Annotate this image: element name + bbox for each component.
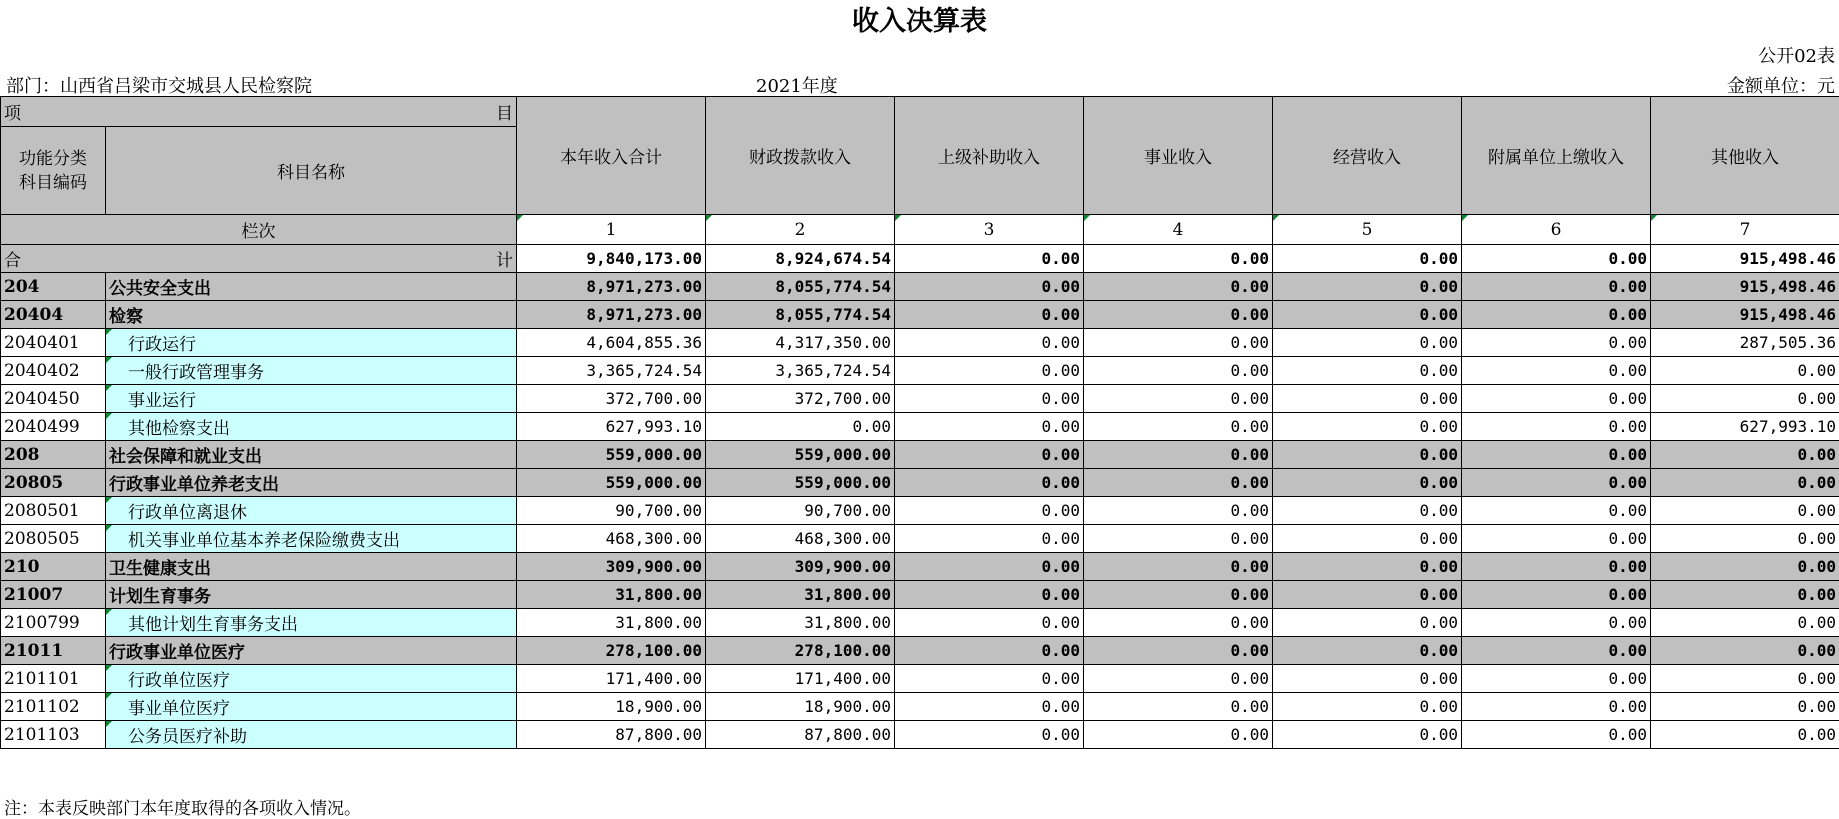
- amount-cell: 0.00: [1651, 497, 1839, 525]
- amount-cell: 31,800.00: [517, 581, 706, 609]
- header-item-left: 项: [4, 99, 21, 124]
- col-header-4: 事业收入: [1084, 97, 1273, 215]
- table-row: [1, 385, 1839, 413]
- amount-cell: 0.00: [1273, 301, 1462, 329]
- col-num-5: 5: [1273, 215, 1462, 245]
- amount-cell: 0.00: [895, 273, 1084, 301]
- subject-name: 行政单位医疗: [106, 665, 517, 693]
- subject-code: 2101101: [1, 665, 106, 693]
- amount-cell: 0.00: [1651, 609, 1839, 637]
- amount-cell: 0.00: [1084, 721, 1273, 749]
- amount-cell: 0.00: [1084, 329, 1273, 357]
- subject-name: 社会保障和就业支出: [106, 441, 517, 469]
- header-subject-name: 科目名称: [106, 127, 517, 215]
- amount-cell: 0.00: [1462, 441, 1651, 469]
- total-value: 0.00: [1273, 245, 1462, 273]
- amount-cell: 559,000.00: [706, 441, 895, 469]
- amount-cell: 0.00: [895, 721, 1084, 749]
- amount-cell: 0.00: [1273, 385, 1462, 413]
- subject-code: 2101102: [1, 693, 106, 721]
- amount-cell: 0.00: [895, 693, 1084, 721]
- department-label: 部门：山西省吕梁市交城县人民检察院: [6, 72, 312, 98]
- amount-cell: 0.00: [895, 301, 1084, 329]
- subject-code: 2080505: [1, 525, 106, 553]
- total-label-right: 计: [496, 246, 513, 271]
- subject-code: 20404: [1, 301, 106, 329]
- amount-cell: 0.00: [1273, 553, 1462, 581]
- amount-cell: 0.00: [1084, 301, 1273, 329]
- amount-cell: 0.00: [895, 357, 1084, 385]
- amount-cell: 0.00: [895, 441, 1084, 469]
- amount-cell: 0.00: [1273, 581, 1462, 609]
- amount-cell: 0.00: [1084, 525, 1273, 553]
- amount-cell: 0.00: [1273, 357, 1462, 385]
- col-num-3: 3: [895, 215, 1084, 245]
- amount-cell: 0.00: [1462, 609, 1651, 637]
- subject-name: 行政事业单位医疗: [106, 637, 517, 665]
- subject-name: 一般行政管理事务: [106, 357, 517, 385]
- amount-cell: 87,800.00: [706, 721, 895, 749]
- subject-code: 2040402: [1, 357, 106, 385]
- table-row: [1, 553, 1839, 581]
- amount-cell: 0.00: [1084, 581, 1273, 609]
- amount-cell: 0.00: [1651, 441, 1839, 469]
- amount-cell: 0.00: [1651, 357, 1839, 385]
- fiscal-year: 2021年度: [756, 72, 838, 98]
- income-table: [0, 96, 1839, 749]
- amount-cell: 171,400.00: [517, 665, 706, 693]
- subject-code: 20805: [1, 469, 106, 497]
- amount-cell: 90,700.00: [706, 497, 895, 525]
- amount-cell: 0.00: [1462, 553, 1651, 581]
- amount-cell: 3,365,724.54: [517, 357, 706, 385]
- subject-name: 其他检察支出: [106, 413, 517, 441]
- total-value: 0.00: [1084, 245, 1273, 273]
- amount-cell: 0.00: [1084, 693, 1273, 721]
- subject-code: 2040450: [1, 385, 106, 413]
- table-row: [1, 301, 1839, 329]
- col-header-6: 附属单位上缴收入: [1462, 97, 1651, 215]
- amount-cell: 0.00: [1273, 609, 1462, 637]
- amount-cell: 90,700.00: [517, 497, 706, 525]
- subject-name: 其他计划生育事务支出: [106, 609, 517, 637]
- subject-name: 行政事业单位养老支出: [106, 469, 517, 497]
- amount-cell: 4,604,855.36: [517, 329, 706, 357]
- amount-cell: 87,800.00: [517, 721, 706, 749]
- table-row: [1, 357, 1839, 385]
- amount-cell: 468,300.00: [517, 525, 706, 553]
- header-item-cell: [1, 97, 517, 127]
- report-title: 收入决算表: [0, 0, 1839, 44]
- amount-cell: 0.00: [1084, 665, 1273, 693]
- amount-cell: 0.00: [895, 497, 1084, 525]
- amount-cell: 0.00: [706, 413, 895, 441]
- amount-cell: 0.00: [1084, 609, 1273, 637]
- col-header-7: 其他收入: [1651, 97, 1839, 215]
- amount-cell: 0.00: [1084, 273, 1273, 301]
- amount-cell: 0.00: [895, 329, 1084, 357]
- amount-cell: 0.00: [895, 385, 1084, 413]
- table-row: [1, 665, 1839, 693]
- amount-unit: 金额单位：元: [1727, 72, 1835, 98]
- amount-cell: 627,993.10: [517, 413, 706, 441]
- subject-code: 21007: [1, 581, 106, 609]
- table-row: [1, 721, 1839, 749]
- col-header-2: 财政拨款收入: [706, 97, 895, 215]
- amount-cell: 915,498.46: [1651, 301, 1839, 329]
- total-value: 0.00: [895, 245, 1084, 273]
- amount-cell: 0.00: [1462, 385, 1651, 413]
- amount-cell: 0.00: [1651, 693, 1839, 721]
- col-num-2: 2: [706, 215, 895, 245]
- amount-cell: 0.00: [1651, 637, 1839, 665]
- amount-cell: 0.00: [1462, 329, 1651, 357]
- col-num-4: 4: [1084, 215, 1273, 245]
- subject-code: 208: [1, 441, 106, 469]
- subject-code: 2040499: [1, 413, 106, 441]
- amount-cell: 0.00: [1084, 637, 1273, 665]
- amount-cell: 171,400.00: [706, 665, 895, 693]
- amount-cell: 0.00: [895, 553, 1084, 581]
- amount-cell: 559,000.00: [517, 441, 706, 469]
- total-label-cell: [1, 245, 517, 273]
- amount-cell: 0.00: [1273, 273, 1462, 301]
- total-value: 9,840,173.00: [517, 245, 706, 273]
- amount-cell: 0.00: [1084, 413, 1273, 441]
- amount-cell: 372,700.00: [706, 385, 895, 413]
- amount-cell: 8,055,774.54: [706, 301, 895, 329]
- amount-cell: 0.00: [1084, 441, 1273, 469]
- table-row: [1, 581, 1839, 609]
- subject-code: 204: [1, 273, 106, 301]
- table-row: [1, 497, 1839, 525]
- row-index-label: 栏次: [1, 215, 517, 245]
- amount-cell: 0.00: [1462, 525, 1651, 553]
- table-row: [1, 693, 1839, 721]
- amount-cell: 0.00: [1273, 497, 1462, 525]
- amount-cell: 18,900.00: [517, 693, 706, 721]
- amount-cell: 0.00: [895, 525, 1084, 553]
- col-num-6: 6: [1462, 215, 1651, 245]
- amount-cell: 0.00: [895, 665, 1084, 693]
- amount-cell: 0.00: [1651, 721, 1839, 749]
- amount-cell: 278,100.00: [517, 637, 706, 665]
- amount-cell: 309,900.00: [706, 553, 895, 581]
- amount-cell: 0.00: [1651, 469, 1839, 497]
- total-value: 915,498.46: [1651, 245, 1839, 273]
- amount-cell: 309,900.00: [517, 553, 706, 581]
- col-header-1: 本年收入合计: [517, 97, 706, 215]
- header-func-code: 功能分类 科目编码: [1, 127, 106, 215]
- amount-cell: 0.00: [1462, 413, 1651, 441]
- total-value: 0.00: [1462, 245, 1651, 273]
- table-row: [1, 469, 1839, 497]
- amount-cell: 0.00: [1273, 469, 1462, 497]
- amount-cell: 468,300.00: [706, 525, 895, 553]
- amount-cell: 0.00: [1462, 301, 1651, 329]
- amount-cell: 372,700.00: [517, 385, 706, 413]
- amount-cell: 0.00: [1273, 329, 1462, 357]
- table-row: [1, 609, 1839, 637]
- col-num-7: 7: [1651, 215, 1839, 245]
- amount-cell: 0.00: [895, 469, 1084, 497]
- table-row: [1, 329, 1839, 357]
- amount-cell: 0.00: [1462, 665, 1651, 693]
- subject-name: 计划生育事务: [106, 581, 517, 609]
- footnote: 注：本表反映部门本年度取得的各项收入情况。: [4, 794, 361, 819]
- amount-cell: 31,800.00: [706, 581, 895, 609]
- subject-code: 21011: [1, 637, 106, 665]
- subject-name: 事业运行: [106, 385, 517, 413]
- amount-cell: 559,000.00: [706, 469, 895, 497]
- amount-cell: 0.00: [1651, 553, 1839, 581]
- amount-cell: 0.00: [1084, 553, 1273, 581]
- total-value: 8,924,674.54: [706, 245, 895, 273]
- amount-cell: 0.00: [1462, 581, 1651, 609]
- subject-name: 行政运行: [106, 329, 517, 357]
- amount-cell: 0.00: [1462, 273, 1651, 301]
- amount-cell: 0.00: [1273, 693, 1462, 721]
- amount-cell: 0.00: [1462, 497, 1651, 525]
- amount-cell: 0.00: [1462, 637, 1651, 665]
- subject-name: 公共安全支出: [106, 273, 517, 301]
- table-row: [1, 525, 1839, 553]
- amount-cell: 18,900.00: [706, 693, 895, 721]
- amount-cell: 0.00: [1084, 357, 1273, 385]
- total-label-left: 合: [4, 246, 21, 271]
- amount-cell: 0.00: [1273, 637, 1462, 665]
- subject-code: 2040401: [1, 329, 106, 357]
- subject-name: 检察: [106, 301, 517, 329]
- amount-cell: 287,505.36: [1651, 329, 1839, 357]
- amount-cell: 31,800.00: [706, 609, 895, 637]
- amount-cell: 915,498.46: [1651, 273, 1839, 301]
- subject-name: 卫生健康支出: [106, 553, 517, 581]
- amount-cell: 0.00: [895, 413, 1084, 441]
- subject-code: 2101103: [1, 721, 106, 749]
- amount-cell: 627,993.10: [1651, 413, 1839, 441]
- amount-cell: 0.00: [1273, 413, 1462, 441]
- amount-cell: 0.00: [1651, 525, 1839, 553]
- amount-cell: 0.00: [1084, 469, 1273, 497]
- subject-name: 事业单位医疗: [106, 693, 517, 721]
- amount-cell: 559,000.00: [517, 469, 706, 497]
- amount-cell: 8,055,774.54: [706, 273, 895, 301]
- amount-cell: 8,971,273.00: [517, 273, 706, 301]
- amount-cell: 0.00: [895, 609, 1084, 637]
- amount-cell: 0.00: [1273, 721, 1462, 749]
- subject-name: 机关事业单位基本养老保险缴费支出: [106, 525, 517, 553]
- subject-code: 2080501: [1, 497, 106, 525]
- amount-cell: 0.00: [1273, 441, 1462, 469]
- header-item-right: 目: [496, 99, 513, 124]
- table-row: [1, 637, 1839, 665]
- amount-cell: 0.00: [1462, 693, 1651, 721]
- amount-cell: 0.00: [1084, 385, 1273, 413]
- col-num-1: 1: [517, 215, 706, 245]
- subject-name: 行政单位离退休: [106, 497, 517, 525]
- amount-cell: 0.00: [895, 581, 1084, 609]
- amount-cell: 31,800.00: [517, 609, 706, 637]
- amount-cell: 0.00: [895, 637, 1084, 665]
- subject-code: 2100799: [1, 609, 106, 637]
- amount-cell: 0.00: [1273, 665, 1462, 693]
- amount-cell: 0.00: [1462, 469, 1651, 497]
- amount-cell: 0.00: [1651, 581, 1839, 609]
- total-row: [1, 245, 1839, 273]
- amount-cell: 8,971,273.00: [517, 301, 706, 329]
- table-row: [1, 441, 1839, 469]
- col-header-5: 经营收入: [1273, 97, 1462, 215]
- table-row: [1, 273, 1839, 301]
- amount-cell: 0.00: [1273, 525, 1462, 553]
- amount-cell: 4,317,350.00: [706, 329, 895, 357]
- amount-cell: 0.00: [1651, 385, 1839, 413]
- subject-code: 210: [1, 553, 106, 581]
- subject-name: 公务员医疗补助: [106, 721, 517, 749]
- table-row: [1, 413, 1839, 441]
- col-header-3: 上级补助收入: [895, 97, 1084, 215]
- amount-cell: 3,365,724.54: [706, 357, 895, 385]
- amount-cell: 0.00: [1651, 665, 1839, 693]
- amount-cell: 0.00: [1462, 357, 1651, 385]
- amount-cell: 278,100.00: [706, 637, 895, 665]
- amount-cell: 0.00: [1462, 721, 1651, 749]
- form-number: 公开02表: [1758, 42, 1835, 68]
- amount-cell: 0.00: [1084, 497, 1273, 525]
